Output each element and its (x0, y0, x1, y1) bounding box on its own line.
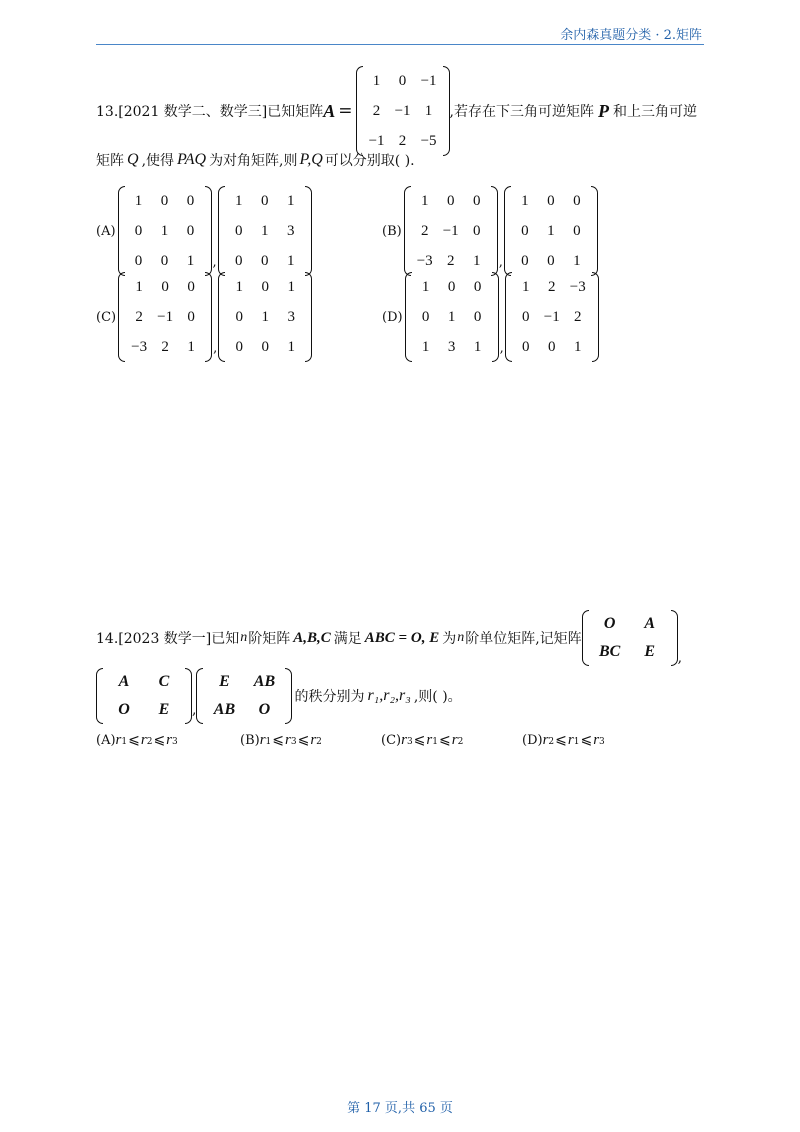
sub: 3 (172, 737, 178, 747)
matrix-cell: 1 (287, 339, 295, 355)
matrix-cell: 0 (573, 193, 581, 209)
q14-prefix: 14.[2023 数学一]已知 (96, 631, 240, 647)
matrix-cell: O (118, 701, 130, 718)
matrix-cell: E (219, 673, 230, 690)
matrix-cell: 1 (135, 279, 143, 295)
matrix-cell: 2 (135, 309, 143, 325)
matrix-row (104, 696, 184, 724)
option-label: (D) (382, 309, 403, 325)
matrix-cell: 0 (521, 309, 530, 325)
q13-option-d[interactable]: (D) 1 0 0 0 1 0 1 3 1 , 1 2 −3 0 −1 2 0 0 1 (382, 272, 599, 362)
matrix-cell: 0 (521, 253, 529, 269)
matrix-cell: 0 (187, 279, 195, 295)
sub: 1 (432, 737, 438, 747)
matrix-row (364, 96, 442, 126)
matrix-cell: 0 (521, 339, 530, 355)
matrix-cell: O (603, 615, 616, 632)
matrix-cell: 0 (421, 309, 430, 325)
q13-text-after: ,若存在下三角可逆矩阵 (449, 104, 594, 120)
matrix-cell: C (158, 673, 170, 690)
matrix-cell: 1 (573, 253, 581, 269)
rel: ⩽ (153, 732, 166, 748)
matrix-cell: 0 (160, 193, 169, 209)
matrix-cell: 3 (287, 309, 295, 325)
matrix-cell: 0 (234, 223, 243, 239)
matrix-cell: 1 (420, 193, 429, 209)
rel: ⩽ (413, 732, 426, 748)
matrix-cell: AB (213, 701, 236, 718)
var: r (426, 732, 433, 748)
q14-matrix-3 (196, 668, 292, 724)
q13-text-and: 和上三角可逆 (613, 104, 697, 120)
matrix-row (513, 302, 591, 332)
matrix-row (126, 272, 204, 302)
matrix-cell: 0 (547, 339, 556, 355)
sub: 2 (457, 737, 464, 747)
matrix-cell: 2 (446, 253, 455, 269)
option-label: (D) (522, 733, 543, 748)
matrix-cell: A (118, 673, 130, 690)
matrix-cell: 1 (260, 223, 269, 239)
q14-t5: 的秩分别为 (294, 689, 365, 705)
rel: ⩽ (580, 732, 593, 748)
matrix-row (204, 668, 284, 696)
matrix-row (226, 272, 304, 302)
q14-line1 (96, 610, 682, 666)
sub: 2 (316, 737, 322, 747)
sub: 3 (406, 737, 413, 747)
rel: ⩽ (297, 732, 310, 748)
q14-ranks: r₁,r₂,r₃ (367, 687, 411, 704)
matrix-cell: 1 (473, 339, 482, 355)
matrix-cell: 0 (160, 253, 169, 269)
matrix-row (512, 186, 590, 216)
matrix-row (413, 332, 491, 362)
q13-prefix: 13.[2021 数学二、数学三]已知矩阵 (96, 104, 324, 120)
matrix-cell: 0 (186, 223, 195, 239)
matrix-cell: 2 (161, 339, 169, 355)
var: r (401, 732, 407, 748)
matrix-row (413, 272, 491, 302)
var: r (285, 732, 291, 748)
var: r (115, 732, 122, 748)
matrix-cell: 2 (573, 309, 582, 325)
matrix-cell: 0 (186, 193, 195, 209)
matrix-cell: 0 (260, 193, 269, 209)
matrix-cell: 0 (134, 223, 143, 239)
sub: 1 (265, 737, 272, 747)
matrix-row (126, 186, 204, 216)
option-matrix-2 (504, 186, 598, 276)
matrix-row (412, 186, 490, 216)
option-matrix-2 (218, 186, 312, 276)
var: r (542, 732, 549, 748)
matrix-cell: 1 (472, 253, 481, 269)
rel: ⩽ (128, 732, 140, 748)
matrix-cell: 1 (235, 279, 243, 295)
matrix-cell: 0 (473, 279, 482, 295)
q13-line2-mid2: 为对角矩阵,则 (209, 153, 298, 169)
q13-matrix-name: A (323, 100, 336, 121)
option-matrix-1 (404, 186, 498, 276)
sub: 2 (146, 737, 153, 747)
matrix-cell: 1 (287, 279, 295, 295)
rel: ⩽ (272, 732, 285, 748)
q13-line2-mid: ,使得 (141, 153, 175, 169)
q14-t1: 阶矩阵 (248, 631, 291, 647)
rel: ⩽ (555, 732, 567, 748)
q14-comma2: , (192, 702, 197, 718)
matrix-cell: −3 (569, 279, 586, 295)
q14-matrix-1 (582, 610, 678, 666)
matrix-cell: E (644, 643, 655, 660)
q14-n2: n (457, 630, 465, 645)
page-header: 余内森真题分类 · 2.矩阵 (560, 28, 702, 43)
matrix-cell: −5 (420, 133, 437, 149)
sub: 3 (290, 737, 297, 747)
matrix-cell: 1 (186, 253, 195, 269)
q13-line2-end: 可以分别取( ). (324, 153, 415, 169)
matrix-cell: 0 (547, 193, 555, 209)
sub: 1 (573, 737, 580, 747)
q13-line2-prefix: 矩阵 (96, 153, 124, 169)
matrix-cell: 2 (547, 279, 556, 295)
matrix-cell: 1 (187, 339, 195, 355)
q14-option-a[interactable] (96, 732, 178, 749)
matrix-cell: BC (598, 643, 621, 660)
var: r (593, 732, 600, 748)
var: r (166, 732, 173, 748)
matrix-cell: 2 (398, 133, 407, 149)
matrix-cell: −3 (416, 253, 433, 269)
page-footer: 第 17 页,共 65 页 (347, 1101, 453, 1116)
matrix-row (126, 216, 204, 246)
matrix-row (513, 272, 591, 302)
matrix-cell: 2 (420, 223, 429, 239)
matrix-cell: 1 (286, 253, 295, 269)
var: r (259, 732, 266, 748)
option-label: (B) (382, 223, 402, 239)
matrix-cell: 0 (235, 339, 243, 355)
option-matrix-1 (405, 272, 499, 362)
matrix-cell: 0 (261, 339, 269, 355)
option-label: (C) (381, 733, 402, 748)
matrix-row (204, 696, 284, 724)
header-rule (96, 44, 704, 45)
matrix-cell: 0 (446, 193, 455, 209)
matrix-cell: 0 (547, 253, 555, 269)
option-matrix-1 (118, 272, 212, 362)
matrix-row (226, 186, 304, 216)
var: r (310, 732, 317, 748)
rel: ⩽ (438, 732, 451, 748)
q14-comma1: , (677, 650, 683, 666)
matrix-cell: 1 (421, 339, 430, 355)
matrix-cell: 1 (521, 193, 529, 209)
matrix-row (590, 638, 670, 666)
matrix-cell: 0 (134, 253, 143, 269)
matrix-row (590, 610, 670, 638)
q13-matrix-A (356, 66, 450, 156)
q13-line2 (96, 150, 415, 170)
q14-matrix-2 (96, 668, 192, 724)
matrix-cell: 3 (447, 339, 456, 355)
matrix-cell: 1 (261, 309, 269, 325)
matrix-row (413, 302, 491, 332)
matrix-row (126, 302, 204, 332)
matrix-row (226, 332, 304, 362)
matrix-cell: 1 (372, 73, 381, 89)
matrix-cell: 0 (472, 193, 481, 209)
sub: 3 (599, 737, 605, 747)
matrix-cell: 0 (472, 223, 481, 239)
matrix-cell: 1 (547, 223, 555, 239)
option-matrix-2 (218, 272, 312, 362)
sub: 1 (121, 737, 128, 747)
matrix-cell: −1 (368, 133, 385, 149)
q14-t6: ,则( )。 (413, 689, 462, 705)
matrix-cell: −3 (131, 339, 148, 355)
var: r (140, 732, 147, 748)
matrix-cell: 1 (424, 103, 433, 119)
matrix-cell: 1 (421, 279, 430, 295)
option-matrix-1 (118, 186, 212, 276)
q13-PAQ: PAQ (177, 151, 207, 168)
matrix-cell: 0 (447, 279, 456, 295)
matrix-row (412, 216, 490, 246)
q14-abc-vars: A,B,C (293, 629, 331, 646)
matrix-cell: −1 (394, 103, 411, 119)
q13-Q: Q (127, 151, 139, 168)
q14-option-c[interactable] (381, 732, 463, 749)
q14-t2: 满足 (333, 631, 362, 647)
matrix-cell: 1 (134, 193, 143, 209)
matrix-row (226, 302, 304, 332)
q13-eq: = (338, 101, 353, 121)
matrix-cell: 0 (260, 253, 269, 269)
option-label: (B) (240, 733, 260, 748)
matrix-row (104, 668, 184, 696)
matrix-row (226, 216, 304, 246)
matrix-cell: 2 (372, 103, 381, 119)
matrix-cell: 1 (447, 309, 456, 325)
q13-line1 (96, 66, 697, 156)
matrix-cell: −1 (442, 223, 459, 239)
q14-t4: 阶单位矩阵,记矩阵 (465, 631, 582, 647)
matrix-row (513, 332, 591, 362)
matrix-cell: 1 (286, 193, 295, 209)
q14-abc-eq: ABC = O, E (364, 629, 440, 646)
matrix-cell: 0 (161, 279, 169, 295)
q14-n1: n (240, 630, 248, 645)
matrix-cell: 0 (187, 309, 195, 325)
q13-option-a[interactable]: (A) 1 0 0 0 1 0 0 0 1 , 1 0 1 0 1 3 0 0 1 (96, 186, 312, 276)
matrix-cell: E (158, 701, 170, 718)
q13-option-c[interactable]: (C) 1 0 0 2 −1 0 −3 2 1 , 1 0 1 0 1 3 0 0 1 (96, 272, 312, 362)
q13-option-b[interactable]: (B) 1 0 0 2 −1 0 −3 2 1 , 1 0 0 0 1 0 0 0 1 (382, 186, 598, 276)
matrix-cell: 0 (235, 309, 243, 325)
matrix-cell: −1 (543, 309, 560, 325)
option-matrix-2 (505, 272, 599, 362)
var: r (567, 732, 574, 748)
matrix-row (364, 66, 442, 96)
option-label: (A) (96, 733, 116, 748)
matrix-cell: 1 (521, 279, 530, 295)
matrix-cell: 1 (573, 339, 582, 355)
matrix-cell: 1 (234, 193, 243, 209)
matrix-cell: O (258, 701, 271, 718)
q13-P: P (598, 100, 609, 121)
q13-PQ: P,Q (299, 151, 323, 168)
matrix-cell: 0 (234, 253, 243, 269)
matrix-cell: AB (253, 673, 276, 690)
matrix-cell: 0 (261, 279, 269, 295)
var: r (451, 732, 458, 748)
matrix-cell: A (644, 615, 655, 632)
option-label: (C) (96, 309, 117, 325)
q14-option-d[interactable] (522, 732, 605, 749)
matrix-cell: 0 (473, 309, 482, 325)
matrix-row (126, 332, 204, 362)
q14-t3: 为 (442, 631, 457, 647)
matrix-row (512, 216, 590, 246)
matrix-cell: 0 (398, 73, 407, 89)
matrix-cell: 0 (573, 223, 581, 239)
matrix-cell: −1 (420, 73, 437, 89)
sub: 2 (548, 737, 555, 747)
q14-line2 (96, 668, 462, 724)
option-label: (A) (96, 223, 116, 239)
matrix-cell: 3 (286, 223, 295, 239)
q14-option-b[interactable] (240, 732, 322, 749)
matrix-cell: −1 (157, 309, 174, 325)
matrix-cell: 1 (160, 223, 169, 239)
matrix-cell: 0 (521, 223, 529, 239)
